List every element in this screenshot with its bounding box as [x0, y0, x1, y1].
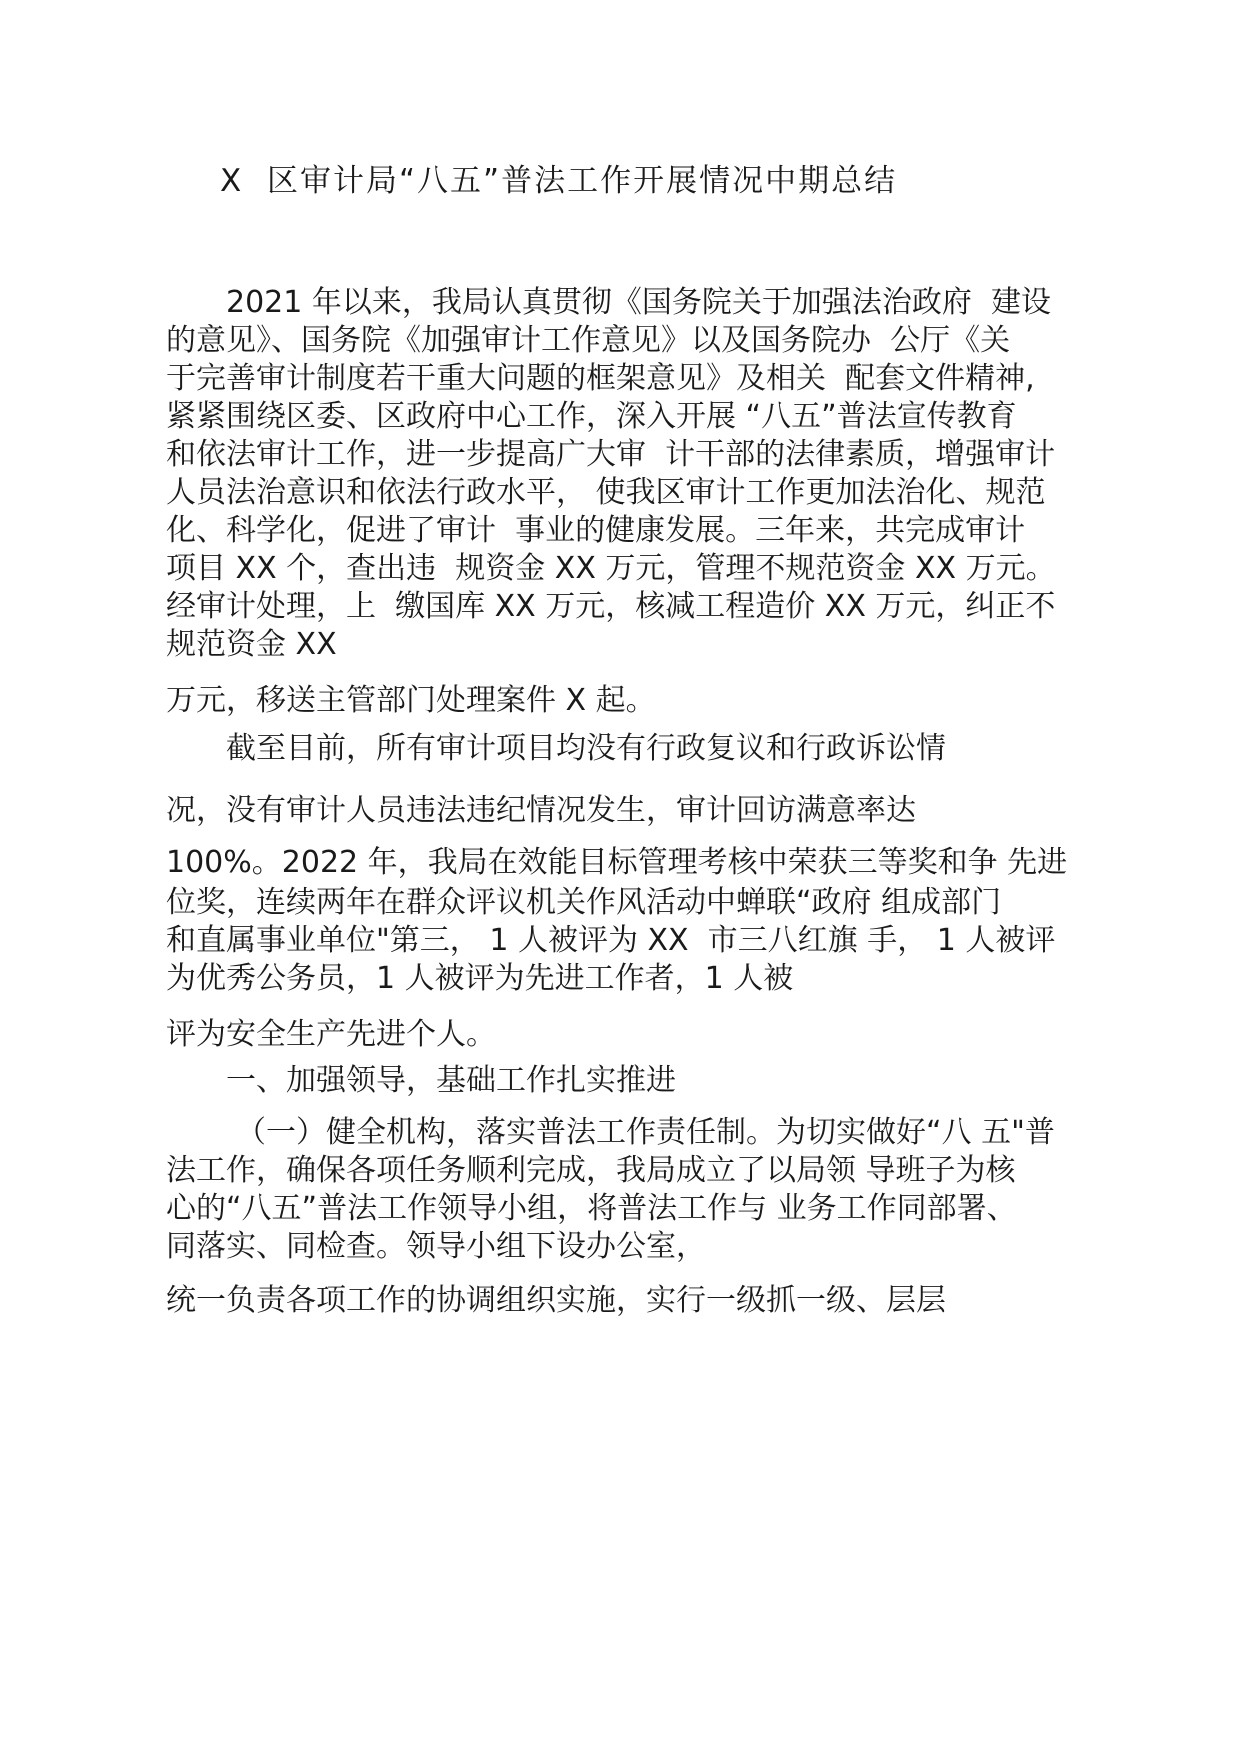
paragraph-line: 统一负责各项工作的协调组织实施，实行一级抓一级、层层 — [166, 1283, 946, 1318]
paragraph-line: 况，没有审计人员违法违纪情况发生，审计回访满意率达 — [166, 793, 916, 828]
paragraph-line: 规范资金 XX — [166, 627, 337, 662]
paragraph-line: （一）健全机构，落实普法工作责任制。为切实做好“八 五"普 — [236, 1115, 1055, 1150]
paragraph-line: 位奖，连续两年在群众评议机关作风活动中蝉联“政府 组成部门 — [166, 885, 1002, 920]
paragraph-line: 项目 XX 个，查出违 规资金 XX 万元，管理不规范资金 XX 万元。 — [166, 551, 1056, 586]
paragraph-line: 化、科学化，促进了审计 事业的健康发展。三年来，共完成审计 — [166, 513, 1026, 548]
paragraph-line: 万元，移送主管部门处理案件 X 起。 — [166, 683, 656, 718]
paragraph-line: 的意见》、国务院《加强审计工作意见》以及国务院办 公厅《关 — [166, 323, 1011, 358]
paragraph-line: 紧紧围绕区委、区政府中心工作，深入开展 “八五”普法宣传教育 — [166, 399, 1017, 434]
paragraph-line: 人员法治意识和依法行政水平， 使我区审计工作更加法治化、规范 — [166, 475, 1046, 510]
paragraph-line: 和依法审计工作，进一步提高广大审 计干部的法律素质，增强审计 — [166, 437, 1056, 472]
paragraph-line: 法工作，确保各项任务顺利完成，我局成立了以局领 导班子为核 — [166, 1153, 1016, 1188]
section-heading: 一、加强领导，基础工作扎实推进 — [226, 1063, 676, 1098]
paragraph-line: 心的“八五”普法工作领导小组，将普法工作与 业务工作同部署、 — [166, 1191, 1017, 1226]
paragraph-line: 截至目前，所有审计项目均没有行政复议和行政诉讼情 — [226, 731, 946, 766]
paragraph-line: 经审计处理，上 缴国库 XX 万元，核减工程造价 XX 万元，纠正不 — [166, 589, 1056, 624]
paragraph-line: 2021 年以来，我局认真贯彻《国务院关于加强法治政府 建设 — [226, 285, 1051, 320]
paragraph-line: 评为安全生产先进个人。 — [166, 1017, 496, 1052]
paragraph-line: 100%。2022 年，我局在效能目标管理考核中荣获三等奖和争 先进 — [166, 845, 1068, 880]
document-title: X 区审计局“八五”普法工作开展情况中期总结 — [220, 163, 898, 199]
paragraph-line: 于完善审计制度若干重大问题的框架意见》及相关 配套文件精神, — [166, 361, 1035, 396]
paragraph-line: 为优秀公务员，1 人被评为先进工作者，1 人被 — [166, 961, 794, 996]
paragraph-line: 同落实、同检查。领导小组下设办公室， — [166, 1229, 706, 1264]
paragraph-line: 和直属事业单位"第三， 1 人被评为 XX 市三八红旗 手， 1 人被评 — [166, 923, 1056, 958]
